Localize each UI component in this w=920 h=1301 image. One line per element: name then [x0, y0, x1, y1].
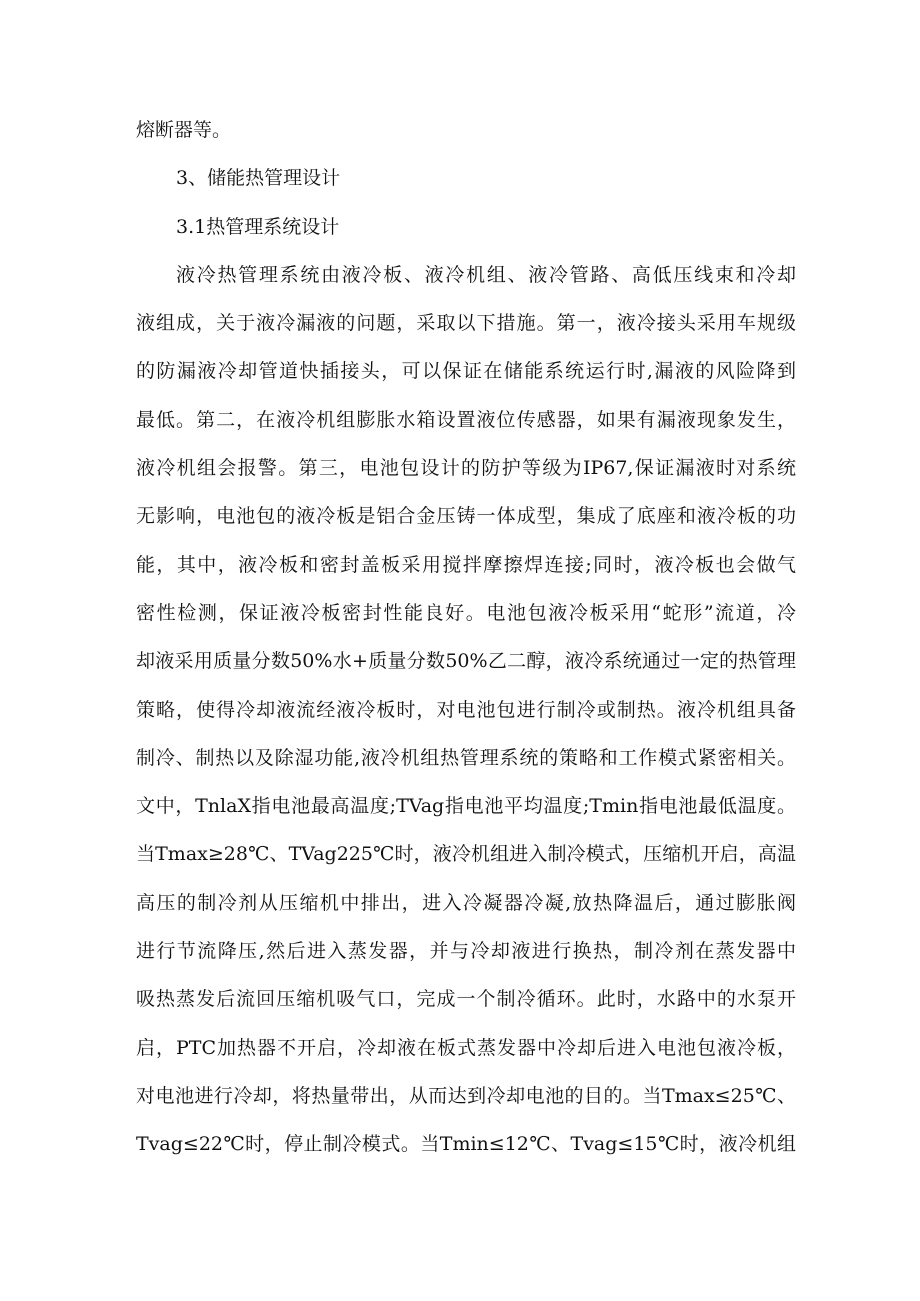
paragraph-line: 液冷机组会报警。第三，电池包设计的防护等级为IP67,保证漏液时对系统: [136, 457, 796, 480]
paragraph-line: 密性检测，保证液冷板密封性能良好。电池包液冷板采用“蛇形”流道，冷: [136, 601, 796, 624]
paragraph-line: 的防漏液冷却管道快插接头，可以保证在储能系统运行时,漏液的风险降到: [136, 360, 796, 383]
paragraph-line: 当Tmax≥28℃、TVag225℃时，液冷机组进入制冷模式，压缩机开启，高温: [136, 843, 796, 866]
paragraph-line: 启，PTC加热器不开启，冷却液在板式蒸发器中冷却后进入电池包液冷板，: [136, 1036, 796, 1059]
paragraph-line: 制冷、制热以及除湿功能,液冷机组热管理系统的策略和工作模式紧密相关。: [136, 746, 796, 769]
paragraph-line: 液组成，关于液冷漏液的问题，采取以下措施。第一，液冷接头采用车规级: [136, 312, 796, 335]
paragraph-line: 文中，TnlaX指电池最高温度;TVag指电池平均温度;Tmin指电池最低温度。: [136, 795, 796, 818]
paragraph-line: 液冷热管理系统由液冷板、液冷机组、液冷管路、高低压线束和冷却: [176, 263, 796, 286]
subsection-heading: 3.1热管理系统设计: [176, 215, 340, 238]
text-line: 熔断器等。: [136, 119, 232, 141]
paragraph-line: 最低。第二，在液冷机组膨胀水箱设置液位传感器，如果有漏液现象发生，: [136, 408, 796, 431]
paragraph-line: 对电池进行冷却，将热量带出，从而达到冷却电池的目的。当Tmax≤25℃、: [136, 1084, 796, 1107]
paragraph-line: 却液采用质量分数50%水+质量分数50%乙二醇，液冷系统通过一定的热管理: [136, 650, 796, 673]
paragraph-line: 策略，使得冷却液流经液冷板时，对电池包进行制冷或制热。液冷机组具备: [136, 698, 796, 721]
paragraph-line: 无影响，电池包的液冷板是铝合金压铸一体成型，集成了底座和液冷板的功: [136, 505, 796, 528]
paragraph-line: 高压的制冷剂从压缩机中排出，进入冷凝器冷凝,放热降温后，通过膨胀阀: [136, 891, 796, 914]
section-heading: 3、储能热管理设计: [176, 167, 341, 190]
document-body: [136, 111, 796, 1174]
paragraph-line: 进行节流降压,然后进入蒸发器，并与冷却液进行换热，制冷剂在蒸发器中: [136, 940, 796, 963]
paragraph-line: Tvag≤22℃时，停止制冷模式。当Tmin≤12℃、Tvag≤15℃时，液冷机组: [136, 1133, 796, 1156]
paragraph-line: 能，其中，液冷板和密封盖板采用搅拌摩擦焊连接;同时，液冷板也会做气: [136, 553, 796, 576]
paragraph-line: 吸热蒸发后流回压缩机吸气口，完成一个制冷循环。此时，水路中的水泵开: [136, 988, 796, 1011]
